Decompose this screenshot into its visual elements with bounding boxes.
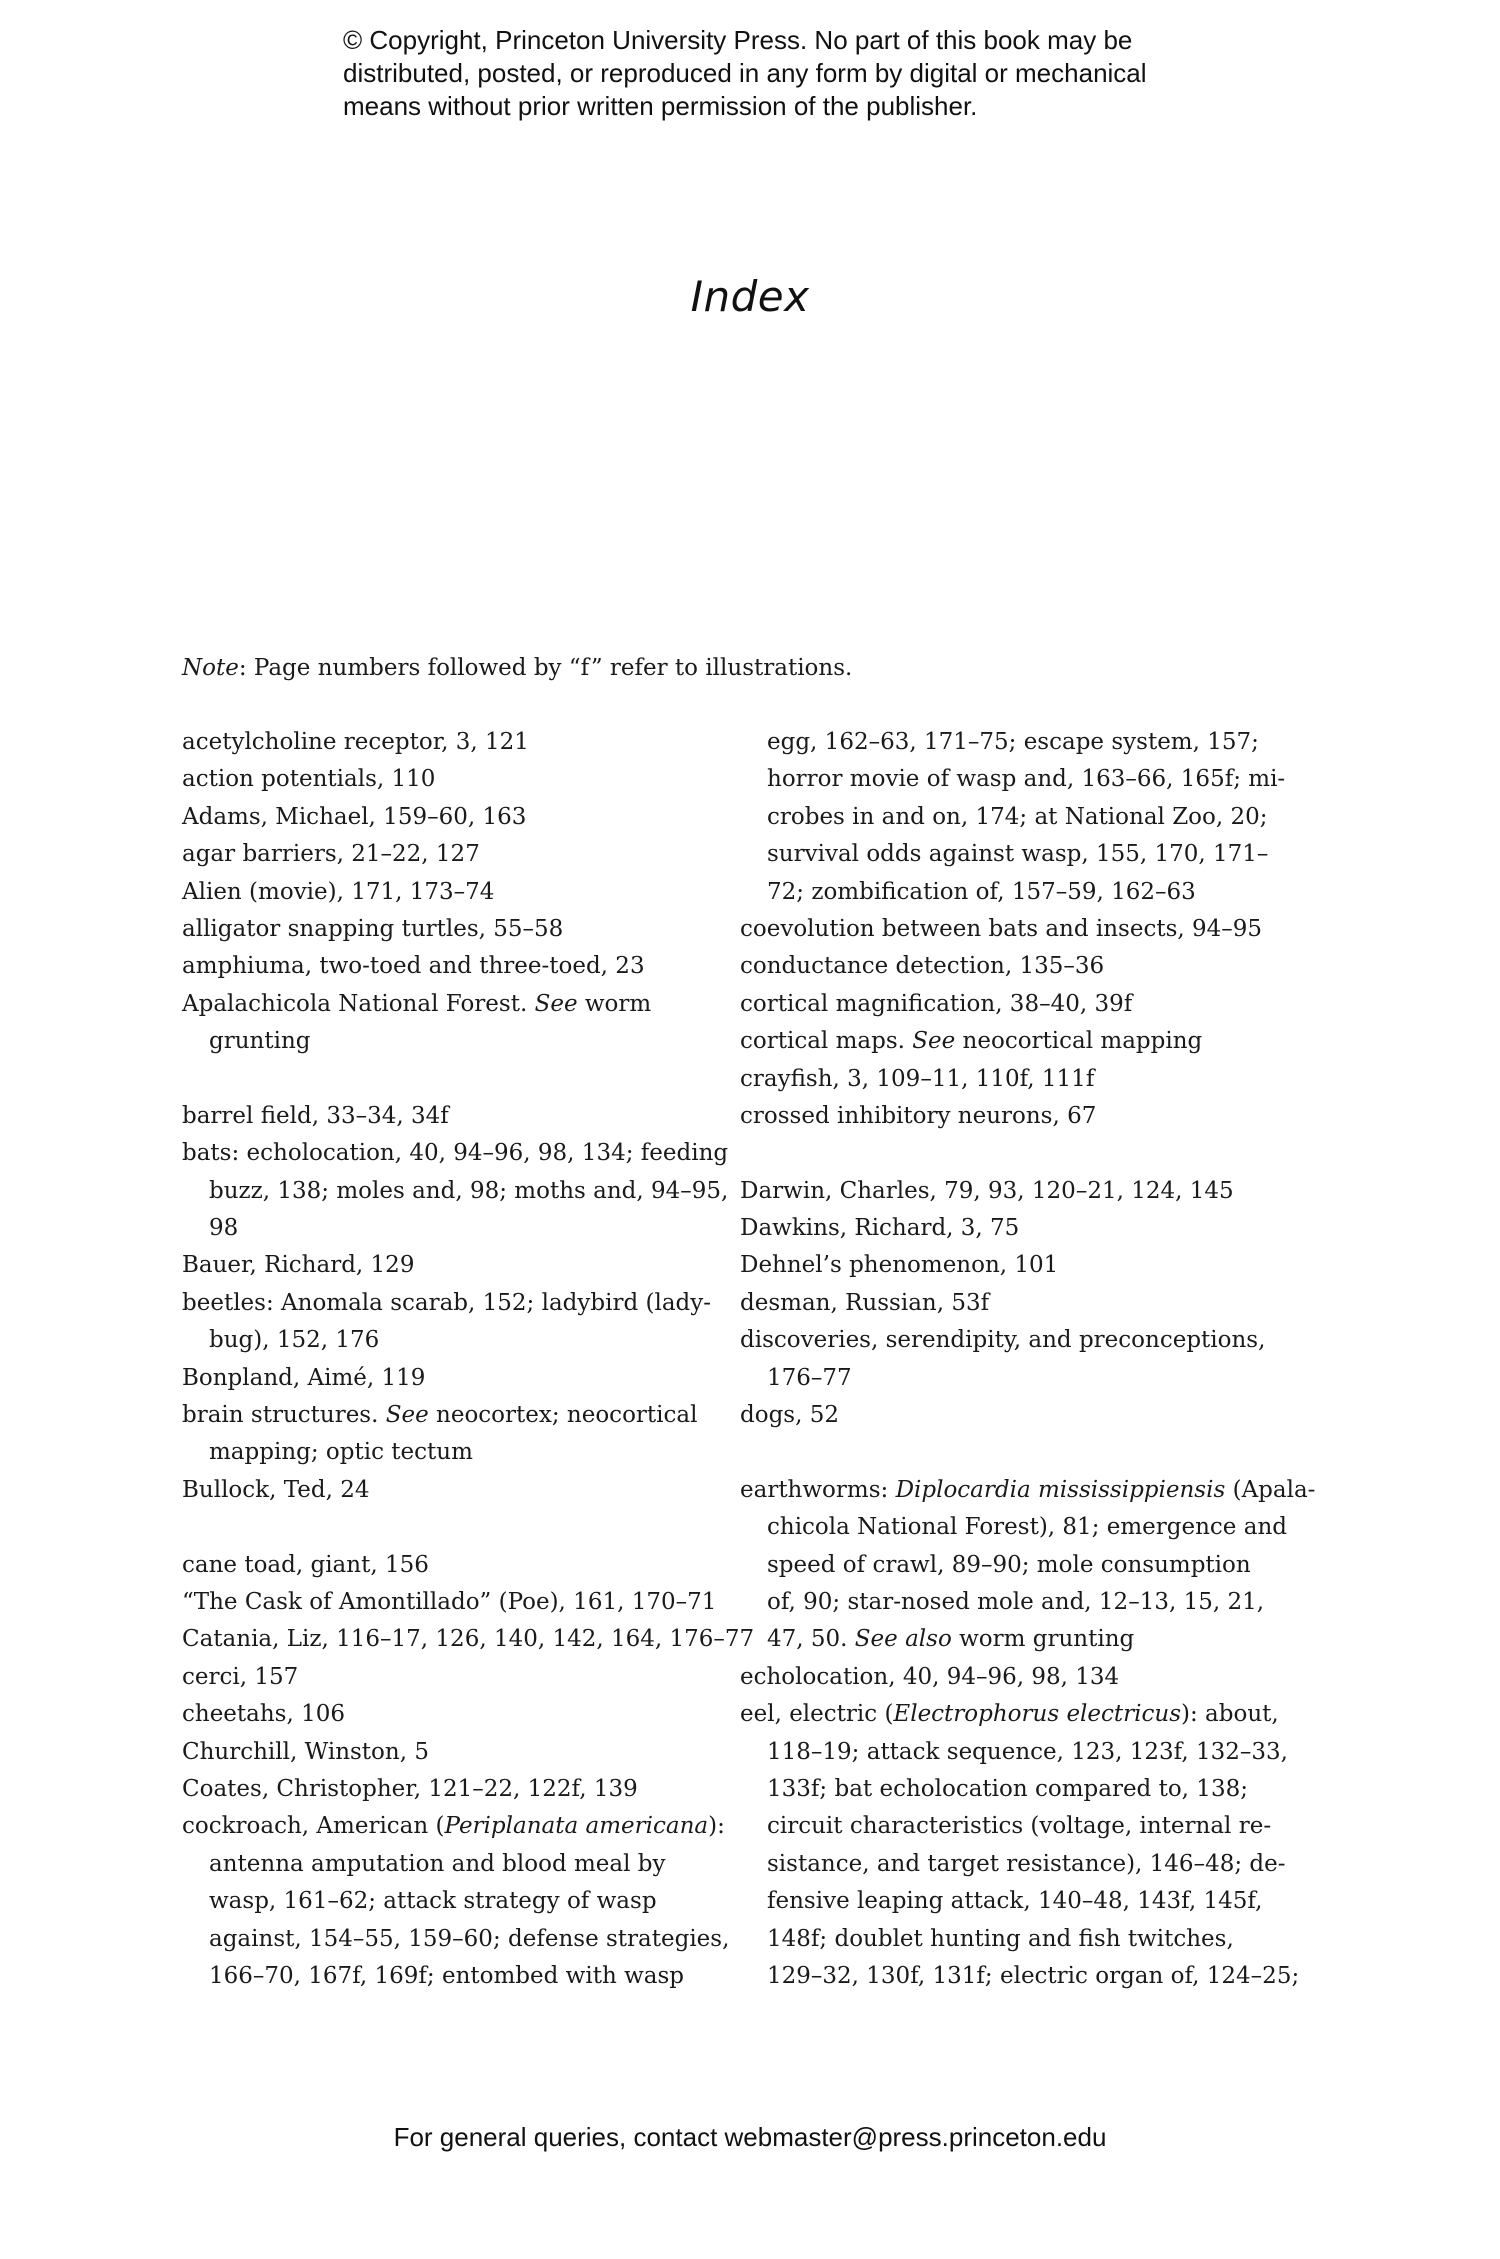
index-entry: echolocation, 40, 94–96, 98, 134 [740, 1663, 1120, 1690]
index-entry: fensive leaping attack, 140–48, 143f, 145f, [767, 1888, 1263, 1915]
footer-contact: For general queries, contact webmaster@press.princeton.edu [393, 2122, 1107, 2152]
entry-segment: See [534, 990, 578, 1017]
index-entry: action potentials, 110 [182, 766, 436, 793]
index-entry: Dawkins, Richard, 3, 75 [740, 1215, 1020, 1242]
index-entry: conductance detection, 135–36 [740, 953, 1105, 980]
entry-segment: Periplanata americana [444, 1813, 709, 1840]
index-entry: 176–77 [767, 1364, 852, 1391]
index-entry: acetylcholine receptor, 3, 121 [182, 729, 529, 755]
entry-segment: Electrophorus electricus [893, 1701, 1182, 1728]
index-entry: Adams, Michael, 159–60, 163 [182, 803, 527, 830]
index-entry: circuit characteristics (voltage, internal re- [767, 1813, 1272, 1840]
index-entry [182, 1808, 725, 1845]
index-entry [182, 1397, 702, 1434]
index-entry: bug), 152, 176 [209, 1327, 380, 1354]
index-entry: cortical magnification, 38–40, 39f [740, 990, 1133, 1017]
page-title: Index [690, 272, 810, 321]
entry-segment: brain structures. [182, 1402, 386, 1429]
index-entry: Darwin, Charles, 79, 93, 120–21, 124, 145 [740, 1177, 1234, 1204]
entry-segment: ): [708, 1813, 725, 1840]
entry-segment: (Apala- [1225, 1476, 1316, 1503]
index-entry: desman, Russian, 53f [740, 1289, 990, 1316]
note-label: Note [182, 655, 239, 681]
entry-segment: cortical maps. [740, 1028, 913, 1055]
index-entry: Catania, Liz, 116–17, 126, 140, 142, 164, 176–77 [182, 1626, 755, 1653]
entry-segment: See also [854, 1626, 952, 1653]
entry-segment: ): about, [1181, 1701, 1279, 1728]
index-entry: speed of crawl, 89–90; mole consumption [767, 1551, 1251, 1578]
index-note [182, 650, 852, 687]
note-text: : Page numbers followed by “f” refer to illustrations. [238, 655, 853, 681]
index-entry: sistance, and target resistance), 146–48; de- [767, 1850, 1286, 1877]
index-entry [740, 1696, 1280, 1733]
index-entry: agar barriers, 21–22, 127 [182, 841, 480, 868]
index-entry: against, 154–55, 159–60; defense strategies, [209, 1925, 730, 1952]
index-entry: cerci, 157 [182, 1663, 299, 1690]
index-entry: wasp, 161–62; attack strategy of wasp [209, 1888, 657, 1915]
entry-segment: (movie), 171, 173–74 [241, 878, 495, 905]
index-entry: Coates, Christopher, 121–22, 122f, 139 [182, 1775, 638, 1802]
entry-segment: Apalachicola National Forest. [182, 990, 535, 1017]
entry-segment: neocortical mapping [955, 1028, 1203, 1055]
index-entry: crossed inhibitory neurons, 67 [740, 1102, 1097, 1129]
index-entry: dogs, 52 [740, 1402, 839, 1429]
index-entry: Dehnel’s phenomenon, 101 [740, 1252, 1059, 1279]
index-entry: grunting [209, 1028, 311, 1055]
entry-segment: See [385, 1402, 429, 1429]
entry-segment: worm [577, 990, 652, 1017]
entry-segment: earthworms: [740, 1476, 896, 1503]
index-entry: of, 90; star-nosed mole and, 12–13, 15, 21, [767, 1588, 1265, 1615]
index-entry: coevolution between bats and insects, 94–95 [740, 915, 1263, 942]
index-entry: Bullock, Ted, 24 [182, 1476, 370, 1503]
index-entry: crayfish, 3, 109–11, 110f, 111f [740, 1065, 1095, 1092]
index-column-left [182, 724, 755, 1995]
entry-segment: 47, 50. [767, 1626, 855, 1653]
index-entry: barrel field, 33–34, 34f [182, 1102, 449, 1129]
index-entry: beetles: Anomala scarab, 152; ladybird (lady- [182, 1289, 712, 1316]
entry-segment: See [912, 1028, 956, 1055]
index-entry: cane toad, giant, 156 [182, 1551, 429, 1578]
index-entry: Bauer, Richard, 129 [182, 1252, 415, 1279]
index-entry: survival odds against wasp, 155, 170, 171– [767, 841, 1269, 868]
index-entry: alligator snapping turtles, 55–58 [182, 915, 564, 942]
index-entry: 148f; doublet hunting and fish twitches, [767, 1925, 1234, 1952]
index-entry: 129–32, 130f, 131f; electric organ of, 124–25; [767, 1962, 1300, 1989]
index-entry: crobes in and on, 174; at National Zoo, 20; [767, 803, 1268, 830]
index-entry [182, 986, 702, 1023]
entry-segment: worm grunting [951, 1626, 1135, 1653]
index-entry [740, 1621, 1280, 1658]
index-entry: 166–70, 167f, 169f; entombed with wasp [209, 1962, 685, 1989]
index-entry: 72; zombification of, 157–59, 162–63 [767, 878, 1196, 905]
index-entry: 98 [209, 1215, 239, 1242]
index-entry: 118–19; attack sequence, 123, 123f, 132–33, [767, 1738, 1288, 1765]
index-entry: antenna amputation and blood meal by [209, 1850, 666, 1877]
entry-segment: Diplocardia mississippiensis [895, 1476, 1226, 1503]
entry-segment: eel, electric ( [740, 1701, 894, 1728]
entry-segment: cockroach, American ( [182, 1813, 445, 1840]
entry-gap [740, 1434, 1280, 1471]
index-entry: bats: echolocation, 40, 94–96, 98, 134; feeding [182, 1140, 729, 1167]
index-entry: buzz, 138; moles and, 98; moths and, 94–95, [209, 1177, 729, 1204]
index-entry [182, 874, 702, 911]
index-column-right [740, 724, 1316, 1995]
entry-segment: Alien [182, 878, 242, 905]
index-entry: Bonpland, Aimé, 119 [182, 1364, 426, 1391]
index-entry [740, 1023, 1280, 1060]
index-entry: discoveries, serendipity, and preconceptions, [740, 1327, 1266, 1354]
entry-segment: neocortex; neocortical [428, 1402, 698, 1429]
index-entry: mapping; optic tectum [209, 1439, 473, 1466]
entry-gap [740, 1135, 1280, 1172]
index-entry: egg, 162–63, 171–75; escape system, 157; [767, 729, 1259, 755]
index-entry: 133f; bat echolocation compared to, 138; [767, 1775, 1248, 1802]
index-entry: chicola National Forest), 81; emergence and [767, 1514, 1287, 1541]
index-entry: Churchill, Winston, 5 [182, 1738, 429, 1765]
index-entry: “The Cask of Amontillado” (Poe), 161, 170–71 [182, 1588, 717, 1615]
index-entry [740, 1472, 1316, 1509]
index-entry: cheetahs, 106 [182, 1701, 346, 1728]
entry-gap [182, 1509, 702, 1546]
copyright-notice: © Copyright, Princeton University Press. No part of this book may be distributed, posted, or reproduced in any form by digital or mechanical means without prior written permission of the publisher. [343, 25, 1147, 121]
index-entry: horror movie of wasp and, 163–66, 165f; mi- [767, 766, 1286, 793]
index-entry: amphiuma, two-toed and three-toed, 23 [182, 953, 645, 980]
entry-gap [182, 1061, 702, 1098]
